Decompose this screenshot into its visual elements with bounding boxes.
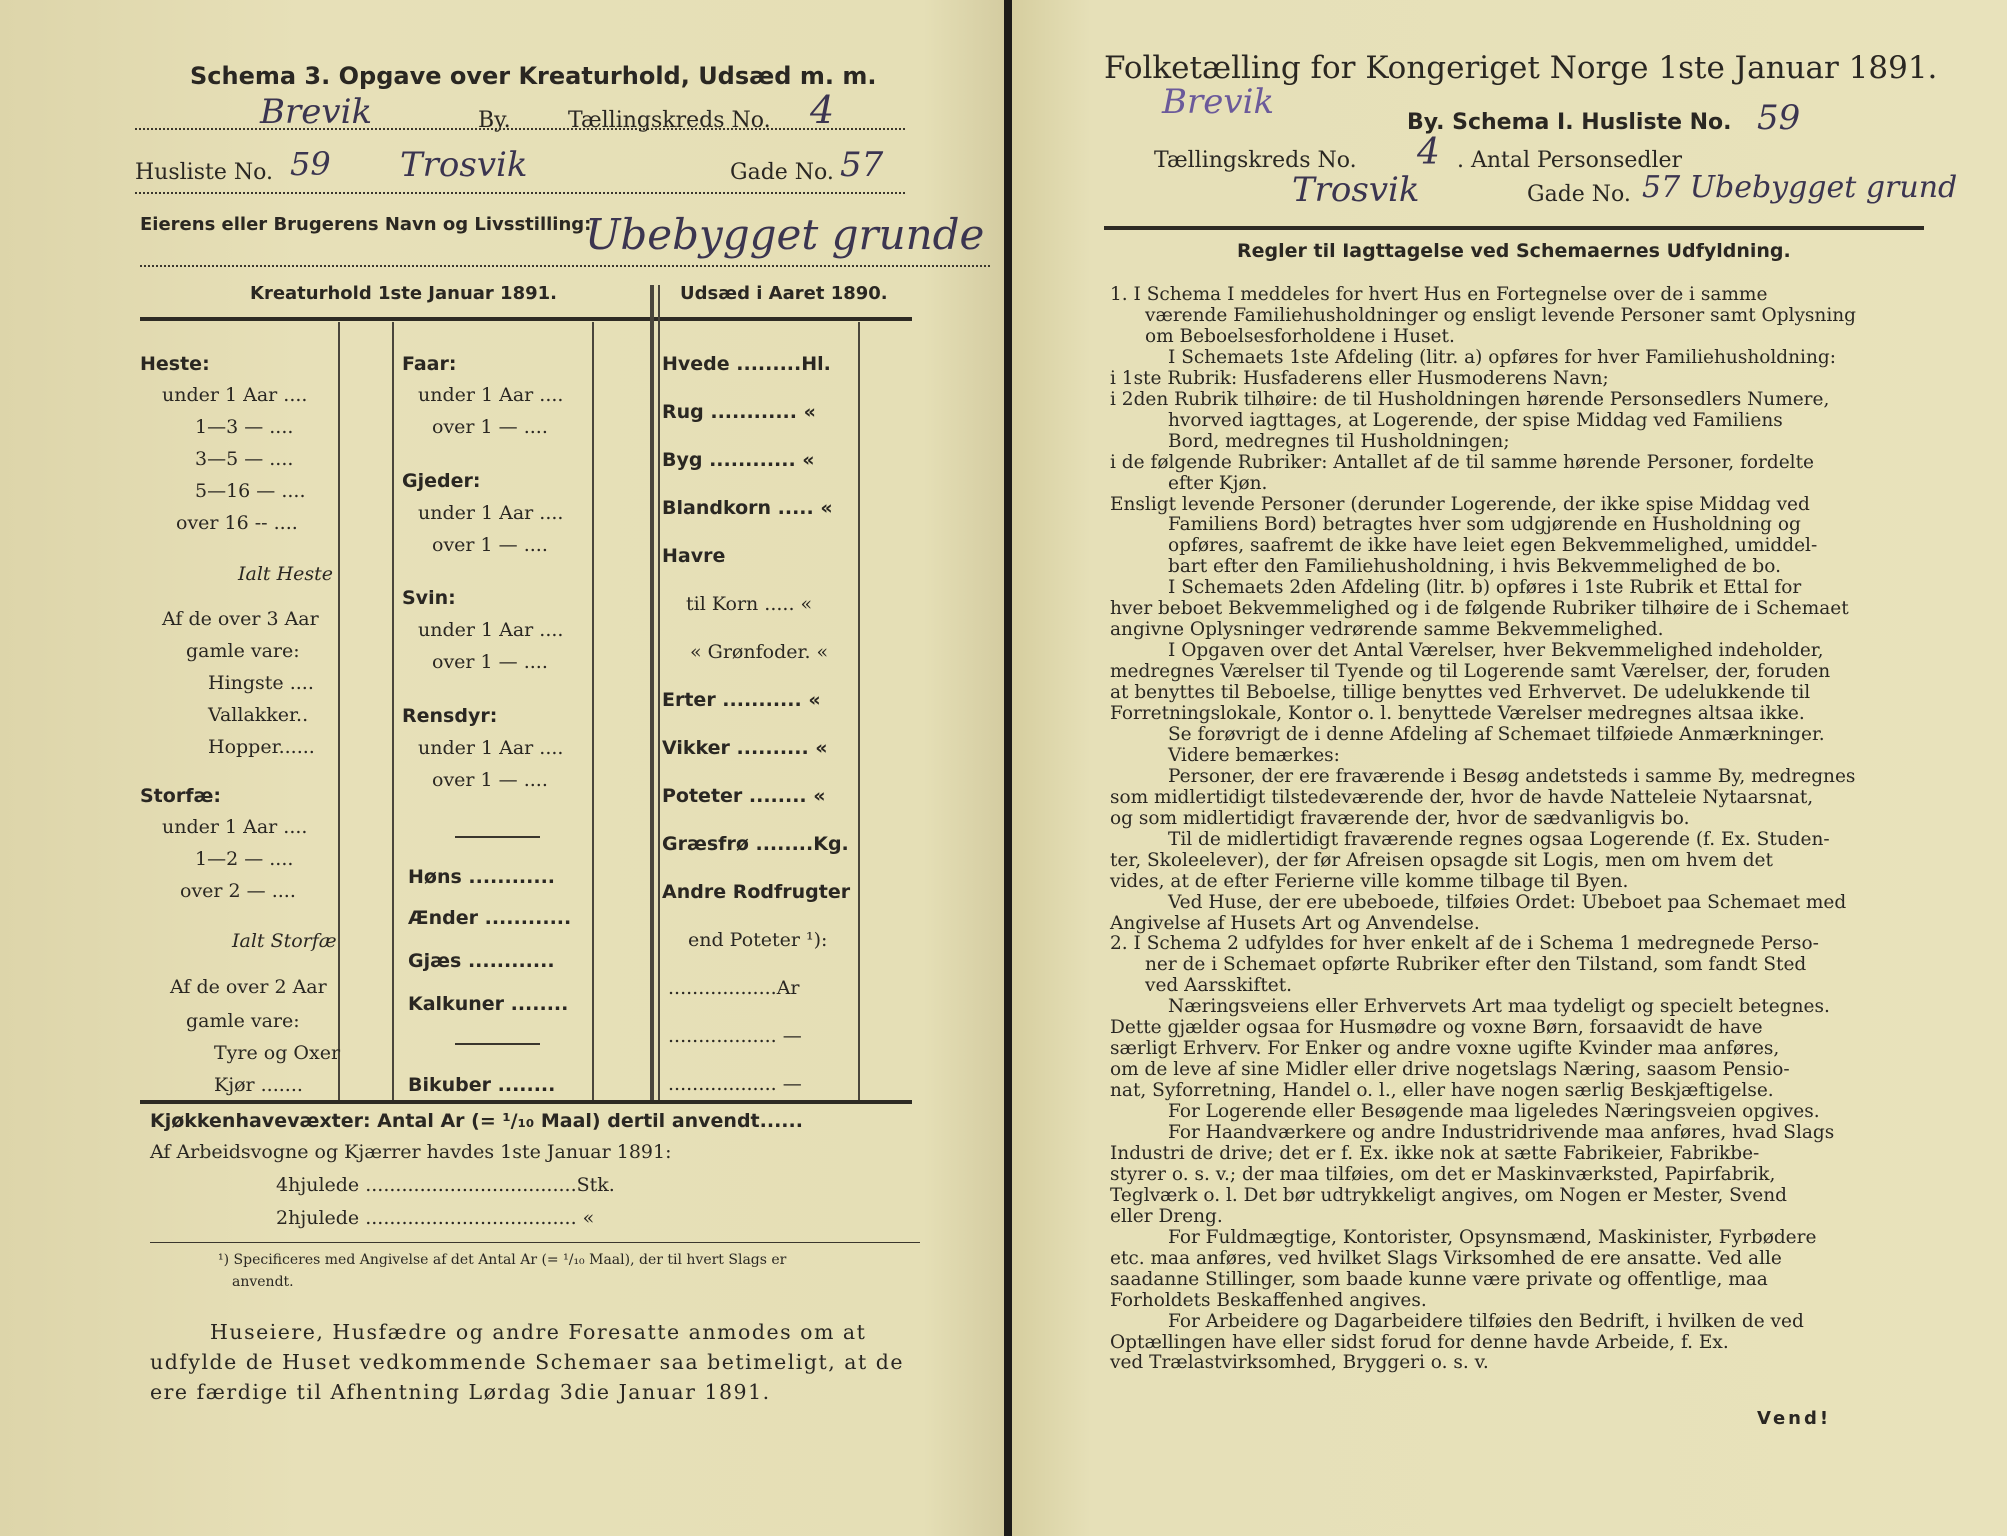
center-rule-b — [658, 285, 660, 1100]
row-label: over 1 — .... — [432, 416, 548, 438]
husliste-handwriting: 59 — [1757, 98, 1801, 138]
center-rule — [650, 285, 654, 1100]
faar-label: Faar: — [402, 353, 457, 375]
rules-line: Ved Huse, der ere ubeboede, tilføies Ordet: Ubeboet paa Schemaet med — [1168, 891, 1847, 913]
rules-line: Dette gjælder ogsaa for Husmødre og voxne Børn, forsaavidt de have — [1110, 1017, 1763, 1039]
row-label: 5—16 — .... — [195, 480, 306, 502]
kalkuner-label: Kalkuner ........ — [408, 993, 569, 1015]
ialt-storfae-label: Ialt Storfæ — [232, 930, 337, 952]
row-label: under 1 Aar .... — [418, 619, 564, 641]
vend-label: Vend! — [1757, 1408, 1832, 1429]
svin-label: Svin: — [402, 587, 456, 609]
row-label: Tyre og Oxer — [214, 1042, 341, 1064]
closing-3: ere færdige til Afhentning Lørdag 3die Januar 1891. — [150, 1380, 771, 1404]
footnote-rule — [150, 1242, 920, 1243]
rules-line: Forretningslokale, Kontor o. l. benyttede Værelser medregnes altsaa ikke. — [1110, 703, 1805, 724]
rules-line: hvorved iagttages, at Logerende, der spise Middag ved Familiens — [1168, 409, 1783, 431]
col1-rule-b — [392, 322, 394, 1100]
ialt-heste-label: Ialt Heste — [238, 563, 334, 585]
by-handwriting: Brevik — [260, 92, 373, 132]
heste-label: Heste: — [140, 353, 210, 375]
rules-text — [1110, 284, 1970, 1404]
rules-title: Regler til Iagttagelse ved Schemaernes Udfyldning. — [1237, 240, 1791, 262]
row-label: « Grønfoder. « — [690, 641, 829, 663]
rules-line: Angivelse af Husets Art og Anvendelse. — [1110, 912, 1480, 934]
havre-label: Havre — [662, 545, 726, 567]
rules-line: I Opgaven over det Antal Værelser, hver Bekvemmelighed indeholder, — [1168, 640, 1824, 662]
krets-label: Tællingskreds No. — [568, 108, 771, 133]
rules-line: Videre bemærkes: — [1168, 744, 1340, 766]
rules-line: efter Kjøn. — [1168, 472, 1268, 494]
row-label: over 1 — .... — [432, 651, 548, 673]
rug-label: Rug ............ « — [662, 401, 816, 423]
closing-2: udfylde de Huset vedkommende Schemaer saa betimeligt, at de — [150, 1350, 904, 1374]
gade-handwriting: 57 Ubebygget grund — [1642, 170, 1958, 205]
row-label: 1—3 — .... — [195, 416, 294, 438]
rules-line: at benyttes til Beboelse, tillige benyttes ved Erhvervet. De udelukkende til — [1110, 682, 1811, 704]
rules-line: ved Aarsskiftet. — [1145, 975, 1293, 997]
rules-line: Familiens Bord) betragtes hver som udgjørende en Husholdning og — [1168, 514, 1801, 536]
rules-line: ter, Skoleelever), der før Afreisen opsagde sit Logis, men om hvem det — [1110, 849, 1773, 871]
erter-label: Erter ........... « — [662, 689, 821, 711]
rules-line: opføres, saafremt de ikke have leiet egen Bekvemmelighed, umiddel- — [1168, 535, 1818, 557]
table-top-rule — [140, 317, 912, 321]
arbeid-line: Af Arbeidsvogne og Kjærrer havdes 1ste Januar 1891: — [150, 1141, 672, 1163]
rules-line: Forholdets Beskaffenhed angives. — [1110, 1289, 1427, 1311]
row-label: Hingste .... — [208, 672, 314, 694]
kjokken-text: Kjøkkenhavevæxter: Antal Ar (= ¹/₁₀ Maal) dertil anvendt...... — [150, 1110, 803, 1132]
rules-line: bart efter den Familiehusholdning, i hvis Bekvemmelighed de bo. — [1168, 556, 1781, 578]
rules-line: Optællingen have eller sidst forud for denne havde Arbeide, f. Ex. — [1110, 1331, 1729, 1353]
rules-line: som midlertidigt tilstedeværende der, hvor de havde Natteleie Nytaarsnat, — [1110, 786, 1814, 808]
tohjul-line: 2hjulede ................................... « — [276, 1207, 595, 1229]
col3-rule-a — [858, 322, 860, 1100]
census-title: Folketælling for Kongeriget Norge 1ste Januar 1891. — [1104, 50, 1938, 86]
col2-short-rule-b — [455, 1043, 540, 1045]
rules-line: og som midlertidigt fraværende der, hvor de sædvanligvis bo. — [1110, 807, 1690, 829]
firehjul-line: 4hjulede ...................................Stk. — [276, 1174, 615, 1196]
byg-label: Byg ............ « — [662, 449, 815, 471]
rules-line: Næringsveiens eller Erhvervets Art maa tydeligt og specielt betegnes. — [1168, 996, 1830, 1018]
by-label: By. — [478, 108, 511, 133]
footnote-1: ¹) Specificeres med Angivelse af det Antal Ar (= ¹/₁₀ Maal), der til hvert Slags er — [218, 1252, 787, 1268]
poteter-label: Poteter ........ « — [662, 785, 826, 807]
rules-line: nat, Syforretning, Handel o. l., eller have nogen særlig Beskjæftigelse. — [1110, 1080, 1774, 1102]
row-label: under 1 Aar .... — [162, 816, 308, 838]
rules-line: 2. I Schema 2 udfyldes for hver enkelt af de i Schema 1 medregnede Perso- — [1110, 933, 1819, 955]
row-label: over 1 — .... — [432, 534, 548, 556]
rules-line: eller Dreng. — [1110, 1205, 1223, 1227]
row-label: Af de over 3 Aar — [162, 608, 319, 630]
row-label: Vallakker.. — [208, 704, 309, 726]
rules-line: Personer, der ere fraværende i Besøg andetsteds i samme By, medregnes — [1168, 765, 1856, 787]
rules-line: saadanne Stillinger, som baade kunne være private og offentlige, maa — [1110, 1268, 1768, 1290]
right-page — [1012, 0, 2007, 1536]
rules-line: særligt Erhverv. For Enker og andre voxne ugifte Kvinder maa anføres, — [1110, 1038, 1780, 1060]
row-label: gamle vare: — [186, 1010, 300, 1032]
rules-line: For Fuldmægtige, Kontorister, Opsynsmænd, Maskinister, Fyrbødere — [1168, 1226, 1817, 1248]
rules-line: Industri de drive; det er f. Ex. ikke nok at sætte Fabrikeier, Fabrikbe- — [1110, 1142, 1760, 1164]
row-label: Af de over 2 Aar — [170, 976, 327, 998]
rules-line: ved Trælastvirksomhed, Bryggeri o. s. v. — [1110, 1352, 1489, 1374]
col1-rule-a — [338, 322, 340, 1100]
andre-rodfrugter-label: Andre Rodfrugter — [662, 881, 851, 903]
row-label: ..................Ar — [668, 977, 800, 999]
rules-line: i 2den Rubrik tilhøire: de til Husholdningen hørende Personsedlers Numere, — [1110, 388, 1830, 410]
header-rule — [1104, 226, 1924, 230]
table-bottom-rule — [140, 1100, 912, 1104]
rules-line: Til de midlertidigt fraværende regnes ogsaa Logerende (f. Ex. Studen- — [1168, 828, 1830, 850]
bikuber-label: Bikuber ........ — [408, 1074, 556, 1096]
owner-label: Eierens eller Brugerens Navn og Livsstilling: — [140, 214, 592, 235]
kjokken-line — [150, 1110, 803, 1132]
rules-line: For Haandværkere og andre Industridrivende maa anføres, hvad Slags — [1168, 1122, 1835, 1143]
owner-underline — [140, 265, 990, 267]
rules-line: I Schemaets 2den Afdeling (litr. b) opføres i 1ste Rubrik et Ettal for — [1168, 577, 1802, 599]
gjaes-label: Gjæs ............ — [408, 950, 555, 972]
aender-label: Ænder ............ — [408, 907, 572, 929]
hvede-label: Hvede .........Hl. — [662, 353, 831, 375]
schema3-title: Schema 3. Opgave over Kreaturhold, Udsæd m. m. — [190, 62, 877, 90]
row-label: over 1 — .... — [432, 769, 548, 791]
rensdyr-label: Rensdyr: — [402, 705, 498, 727]
krets-label: Tællingskreds No. — [1154, 148, 1357, 173]
owner-handwriting: Ubebygget grunde — [585, 210, 985, 259]
row-label: Hopper...... — [208, 736, 315, 758]
rules-line: Teglværk o. l. Det bør udtrykkeligt angives, om Nogen er Mester, Svend — [1110, 1184, 1787, 1206]
rules-line: 1. I Schema I meddeles for hvert Hus en Fortegnelse over de i samme — [1110, 284, 1768, 305]
gade-label: Gade No. — [1527, 182, 1631, 207]
krets-handwriting: 4 — [1417, 132, 1440, 173]
col2-rule-a — [592, 322, 594, 1100]
street-handwriting: Trosvik — [400, 145, 528, 185]
hons-label: Høns ............ — [408, 866, 556, 888]
rules-line: værende Familiehusholdninger og ensligt levende Personer samt Oplysning — [1145, 304, 1856, 326]
rules-line: styrer o. s. v.; der maa tilføies, om det er Maskinværksted, Papirfabrik, — [1110, 1163, 1776, 1185]
rules-line: I Schemaets 1ste Afdeling (litr. a) opføres for hver Familiehusholdning: — [1168, 346, 1836, 368]
row-label: 1—2 — .... — [195, 848, 294, 870]
kreatur-header: Kreaturhold 1ste Januar 1891. — [250, 283, 557, 304]
row-label: Kjør ....... — [214, 1074, 303, 1096]
udsaed-header: Udsæd i Aaret 1890. — [680, 283, 888, 304]
row-label: under 1 Aar .... — [418, 502, 564, 524]
graesfro-label: Græsfrø ........Kg. — [662, 833, 849, 855]
closing-1: Huseiere, Husfædre og andre Foresatte anmodes om at — [210, 1320, 867, 1344]
row-label: over 2 — .... — [180, 880, 296, 902]
storfae-label: Storfæ: — [140, 785, 221, 807]
gade-handwriting: 57 — [840, 145, 884, 185]
husliste-label: Husliste No. — [135, 160, 273, 185]
rules-line: Ensligt levende Personer (derunder Logerende, der ikke spise Middag ved — [1110, 493, 1810, 515]
row-label: end Poteter ¹): — [688, 929, 828, 951]
rules-line: medregnes Værelser til Tyende og til Logerende samt Værelser, der, foruden — [1110, 661, 1831, 683]
blandkorn-label: Blandkorn ..... « — [662, 497, 833, 519]
row-label: over 16 -- .... — [176, 512, 298, 534]
row-label: .................. — — [668, 1073, 802, 1095]
row-label: under 1 Aar .... — [418, 384, 564, 406]
antal-label: . Antal Personsedler — [1457, 148, 1683, 173]
rules-line: For Arbeidere og Dagarbeidere tilføies den Bedrift, i hvilken de ved — [1168, 1310, 1804, 1332]
rules-line: hver beboet Bekvemmelighed og i de følgende Rubriker tilhøire de i Schemaet — [1110, 598, 1849, 620]
rules-line: Bord, medregnes til Husholdningen; — [1168, 430, 1510, 452]
row-label: under 1 Aar .... — [418, 737, 564, 759]
rules-line: vides, at de efter Ferierne ville komme tilbage til Byen. — [1110, 870, 1629, 892]
rules-line: etc. maa anføres, ved hvilket Slags Virksomhed de ere ansatte. Ved alle — [1110, 1247, 1782, 1269]
vikker-label: Vikker .......... « — [662, 737, 828, 759]
rules-line: Se forøvrigt de i denne Afdeling af Schemaet tilføiede Anmærkninger. — [1168, 723, 1825, 745]
husliste-handwriting: 59 — [290, 145, 331, 183]
husliste-underline — [135, 192, 905, 194]
row-label: 3—5 — .... — [195, 448, 294, 470]
row-label: under 1 Aar .... — [162, 384, 308, 406]
rules-line: om de leve af sine Midler eller drive nogetslags Næring, saasom Pensio- — [1110, 1059, 1790, 1081]
gjeder-label: Gjeder: — [402, 470, 481, 492]
schema1-line: By. Schema I. Husliste No. — [1407, 110, 1732, 135]
rules-line: For Logerende eller Besøgende maa ligeledes Næringsveien opgives. — [1168, 1101, 1820, 1123]
row-label: til Korn ..... « — [686, 593, 813, 615]
rules-line: i 1ste Rubrik: Husfaderens eller Husmoderens Navn; — [1110, 367, 1609, 389]
rules-line: ner de i Schemaet opførte Rubriker efter den Tilstand, som fandt Sted — [1145, 954, 1807, 976]
street-handwriting: Trosvik — [1292, 170, 1420, 210]
by-underline — [135, 128, 905, 130]
rules-line: angivne Oplysninger vedrørende samme Bekvemmelighed. — [1110, 619, 1664, 641]
by-handwriting: Brevik — [1162, 82, 1275, 122]
col2-short-rule — [455, 836, 540, 838]
row-label: .................. — — [668, 1025, 802, 1047]
rules-line: i de følgende Rubriker: Antallet af de til samme hørende Personer, fordelte — [1110, 451, 1814, 473]
gade-label: Gade No. — [730, 160, 834, 185]
rules-line: om Beboelsesforholdene i Huset. — [1145, 325, 1455, 347]
krets-handwriting: 4 — [810, 88, 835, 132]
footnote-2: anvendt. — [232, 1274, 294, 1290]
row-label: gamle vare: — [186, 640, 300, 662]
